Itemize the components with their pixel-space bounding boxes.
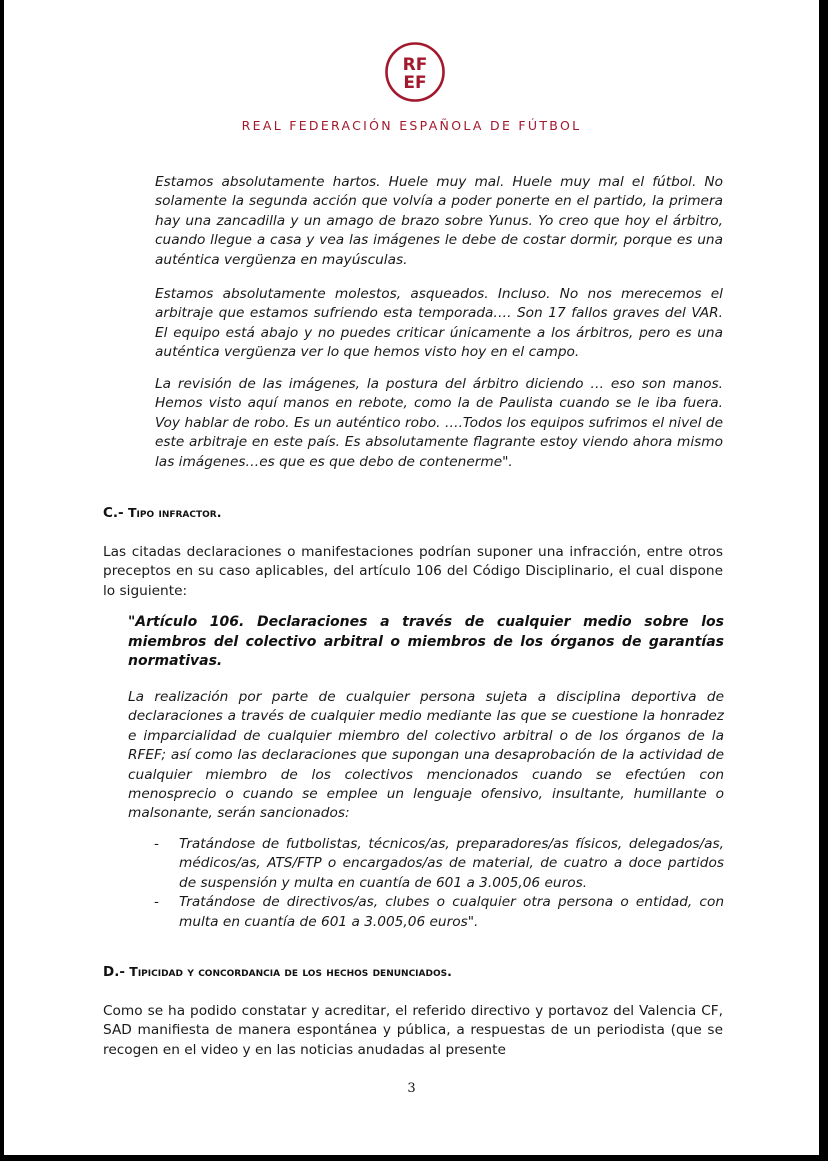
list-item (154, 835, 724, 893)
bullet-text: Tratándose de directivos/as, clubes o cualquier otra persona o entidad, con multa en cuantía de 601 a 3.005,06 euros". (179, 894, 724, 930)
logo-text-line1: RF (402, 55, 428, 75)
quote-paragraph-1: Estamos absolutamente hartos. Huele muy mal. Huele muy mal el fútbol. No solamente la segunda acción que volvía a poder ponerte en el partido, la primera hay una zancadilla y un amago de brazo sobre Yunus. Yo creo que hoy el árbitro, cuando llegue a casa y vea las imágenes le debe de costar dormir, porque es una auténtica vergüenza en mayúsculas. (155, 174, 723, 268)
section-c-title: Tipo infractor. (128, 505, 222, 520)
article-bullet-list (154, 835, 724, 932)
bullet-text: Tratándose de futbolistas, técnicos/as, preparadores/as físicos, delegados/as, médicos/as, ATS/FTP o encargados/as de material, de cuatro a doce partidos de suspensión y multa en cuantía de 601 a 3.005,06 euros. (179, 836, 724, 891)
article-title: "Artículo 106. Declaraciones a través de cualquier medio sobre los miembros del colectivo arbitral o miembros de los órganos de garantías normativas. (128, 614, 724, 669)
section-d-body: Como se ha podido constatar y acreditar, el referido directivo y portavoz del Valencia CF, SAD manifiesta de manera espontánea y pública, a respuestas de un periodista (que se recogen en el video y en las noticias anudadas al presente (103, 1003, 723, 1058)
bullet-marker: - (154, 894, 159, 911)
federation-name: REAL FEDERACIÓN ESPAÑOLA DE FÚTBOL (241, 118, 582, 133)
quote-paragraph-2: Estamos absolutamente molestos, asqueados. Incluso. No nos merecemos el arbitraje que estamos sufriendo esta temporada…. Son 17 fallos graves del VAR. El equipo está abajo y no puedes criticar únicamente a los árbitros, pero es una auténtica vergüenza ver lo que hemos visto hoy en el campo. (155, 286, 723, 361)
section-d-lead: D.- (103, 964, 125, 980)
page-number: 3 (407, 1081, 416, 1096)
quote-paragraph-3: La revisión de las imágenes, la postura del árbitro diciendo … eso son manos. Hemos visto aquí manos en rebote, como la de Paulista cuando se le iba fuera. Voy hablar de robo. Es un auténtico robo. ….Todos los equipos sufrimos el nivel de este arbitraje en este país. Es absolutamente flagrante estoy viendo ahora mismo las imágenes…es que es que debo de contenerme". (155, 376, 723, 470)
section-c-body: Las citadas declaraciones o manifestaciones podrían suponer una infracción, entre otros preceptos en su caso aplicables, del artículo 106 del Código Disciplinario, el cual dispone lo siguiente: (103, 544, 723, 599)
section-c-lead: C.- (103, 505, 124, 521)
section-d-title: Tipicidad y concordancia de los hechos denunciados. (129, 964, 452, 979)
section-d-heading (103, 964, 452, 980)
logo-text-line2: EF (403, 73, 427, 93)
section-c-heading (103, 505, 221, 521)
article-body: La realización por parte de cualquier persona sujeta a disciplina deportiva de declaraciones a través de cualquier medio mediante las que se cuestione la honradez e imparcialidad de cualquier miembro del colectivo arbitral o de los órganos de la RFEF; así como las declaraciones que supongan una desaprobación de la actividad de cualquier miembro de los colectivos mencionados cuando se efectúen con menosprecio o cuando se emplee un lenguaje ofensivo, insultante, humillante o malsonante, serán sancionados: (128, 689, 724, 822)
list-item (154, 893, 724, 932)
rfef-logo-icon (384, 41, 446, 103)
document-page (4, 0, 819, 1155)
bullet-marker: - (154, 836, 159, 852)
